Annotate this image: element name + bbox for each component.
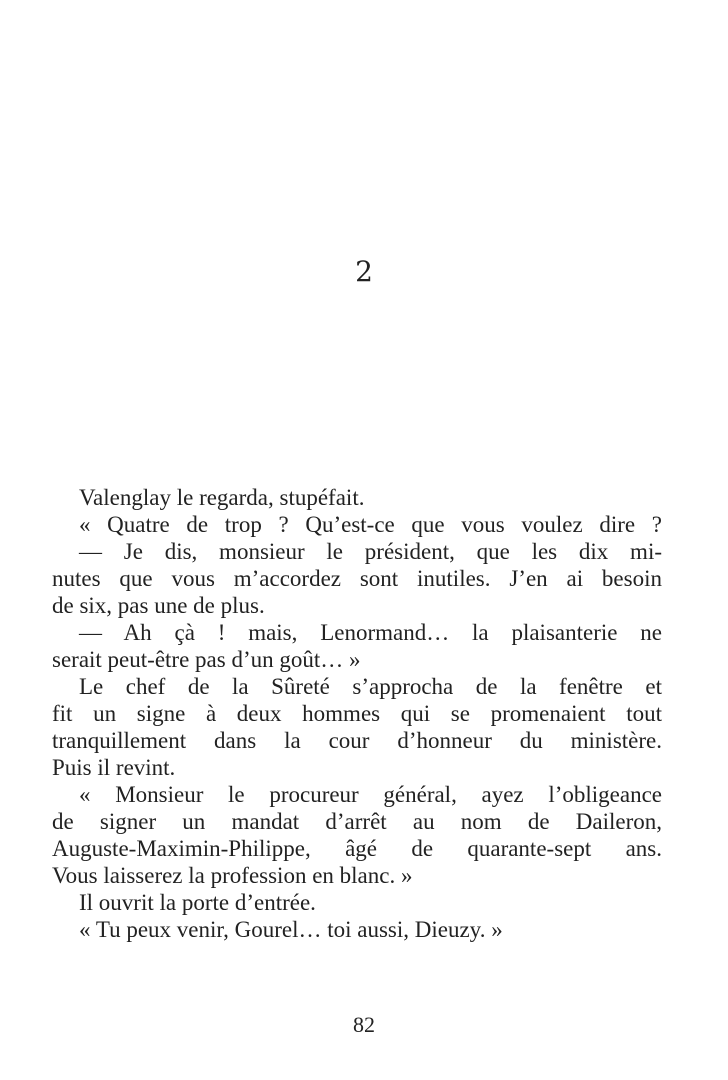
text-line: tranquillement dans la cour d’honneur du ministère. [52, 728, 662, 753]
text-line: de six, pas une de plus. [52, 593, 265, 618]
text-line: Puis il revint. [52, 755, 176, 780]
text-line: Auguste-Maximin-Philippe, âgé de quarante-sept ans. [52, 836, 662, 861]
text-line: — Ah çà ! mais, Lenormand… la plaisanterie ne [79, 620, 662, 645]
text-line: Le chef de la Sûreté s’approcha de la fenêtre et [79, 674, 662, 699]
text-line: Valenglay le regarda, stupéfait. [79, 485, 365, 510]
text-line: « Quatre de trop ? Qu’est-ce que vous voulez dire ? [79, 512, 662, 537]
chapter-number: 2 [355, 255, 373, 288]
text-line: nutes que vous m’accordez sont inutiles. J’en ai besoin [52, 566, 662, 591]
text-line: Il ouvrit la porte d’entrée. [79, 890, 316, 915]
text-line: fit un signe à deux hommes qui se promenaient tout [52, 701, 662, 726]
text-line: — Je dis, monsieur le président, que les dix mi- [79, 539, 662, 564]
text-line: « Monsieur le procureur général, ayez l’obligeance [79, 782, 662, 807]
text-line: de signer un mandat d’arrêt au nom de Daileron, [52, 809, 662, 834]
page-number: 82 [353, 1012, 375, 1037]
body-text [52, 484, 662, 943]
text-line: « Tu peux venir, Gourel… toi aussi, Dieuzy. » [79, 917, 503, 942]
text-line: Vous laisserez la profession en blanc. » [52, 863, 413, 888]
text-line: serait peut-être pas d’un goût… » [52, 647, 361, 672]
